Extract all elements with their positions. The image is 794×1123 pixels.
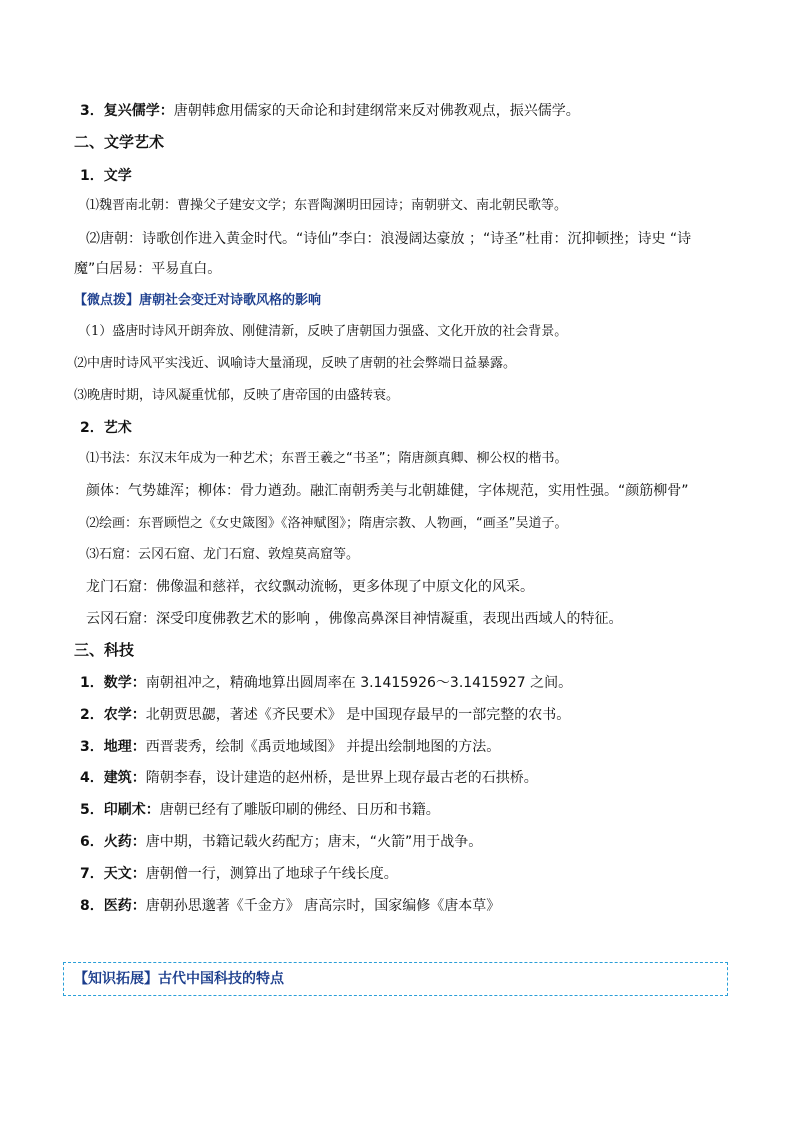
knowledge-extension-tag: 【知识拓展】 [74,971,158,987]
subheading-literature: 1．文学 [80,168,132,184]
tip-paragraph-3: ⑶晚唐时期，诗风凝重忧郁，反映了唐帝国的由盛转衰。 [74,388,400,403]
paragraph-yungang: 云冈石窟：深受印度佛教艺术的影响 ，佛像高鼻深目神情凝重，表现出西域人的特征。 [86,611,623,627]
subheading-art: 2．艺术 [80,420,132,436]
paragraph-longmen: 龙门石窟：佛像温和慈祥，衣纹飘动流畅，更多体现了中原文化的风采。 [86,579,534,595]
item-label: 3．复兴儒学： [80,103,174,119]
item-text: 唐朝韩愈用儒家的天命论和封建纲常来反对佛教观点，振兴儒学。 [173,103,580,119]
item-label: 5．印刷术： [80,802,160,818]
item-text: 北朝贾思勰，著述《齐民要术》 是中国现存最早的一部完整的农书。 [145,707,571,723]
knowledge-extension-box [63,962,728,996]
science-item-printing [80,800,440,820]
paragraph-painting: ⑵绘画：东晋顾恺之《女史箴图》《洛神赋图》；隋唐宗教、人物画，“画圣”吴道子。 [86,516,568,531]
item-text: 西晋裴秀，绘制《禹贡地域图》 并提出绘制地图的方法。 [145,739,501,755]
paragraph-calligraphy: ⑴书法：东汉末年成为一种艺术；东晋王羲之“书圣”；隋唐颜真卿、柳公权的楷书。 [86,451,568,466]
science-item-math [80,673,572,693]
item-text: 唐朝已经有了雕版印刷的佛经、日历和书籍。 [159,802,440,818]
tip-heading: 【微点拨】唐朝社会变迁对诗歌风格的影响 [74,293,322,308]
tip-paragraph-2: ⑵中唐时诗风平实浅近、讽喻诗大量涌现，反映了唐朝的社会弊端日益暴露。 [74,356,517,371]
item-label: 6．火药： [80,834,146,850]
knowledge-extension-heading [74,969,284,989]
item-label: 4．建筑： [80,770,146,786]
item-label: 7．天文： [80,866,146,882]
paragraph-grottoes: ⑶石窟：云冈石窟、龙门石窟、敦煌莫高窟等。 [86,547,360,562]
paragraph-wei-jin: ⑴魏晋南北朝：曹操父子建安文学；东晋陶渊明田园诗；南朝骈文、南北朝民歌等。 [86,198,568,213]
science-item-astronomy [80,864,398,884]
science-item-architecture [80,768,538,788]
paragraph-tang-poetry-line1: ⑵唐朝：诗歌创作进入黄金时代。“诗仙”李白：浪漫阔达豪放 ；“诗圣”杜甫：沉抑顿挫；诗史 “诗 [86,231,692,247]
science-item-geography [80,737,500,757]
item-label: 2．农学： [80,707,146,723]
section-heading-literature-art: 二、文学艺术 [74,133,165,151]
item-label: 3．地理： [80,739,146,755]
item-text: 南朝祖冲之，精确地算出圆周率在 3.1415926～3.1415927 之间。 [145,675,573,691]
item-text: 唐中期，书籍记载火药配方；唐末，“火箭”用于战争。 [145,834,483,850]
tip-paragraph-1: （1）盛唐时诗风开朗奔放、刚健清新，反映了唐朝国力强盛、文化开放的社会背景。 [78,324,568,339]
paragraph-tang-poetry-line2: 魔”白居易：平易直白。 [74,261,222,277]
knowledge-extension-title: 古代中国科技的特点 [158,971,284,987]
item-label: 1．数学： [80,675,146,691]
item-text: 唐朝孙思邈著《千金方》 唐高宗时，国家编修《唐本草》 [145,898,501,914]
science-item-agriculture [80,705,570,725]
item-text: 唐朝僧一行，测算出了地球子午线长度。 [145,866,398,882]
science-item-gunpowder [80,832,482,852]
item-label: 8．医药： [80,898,146,914]
science-item-medicine [80,896,500,916]
section-heading-science: 三、科技 [74,641,135,659]
paragraph-yan-liu: 颜体：气势雄浑；柳体：骨力遒劲。融汇南朝秀美与北朝雄健，字体规范，实用性强。“颜筋柳骨” [86,483,689,499]
item-revive-confucianism [80,101,580,121]
item-text: 隋朝李春，设计建造的赵州桥，是世界上现存最古老的石拱桥。 [145,770,538,786]
